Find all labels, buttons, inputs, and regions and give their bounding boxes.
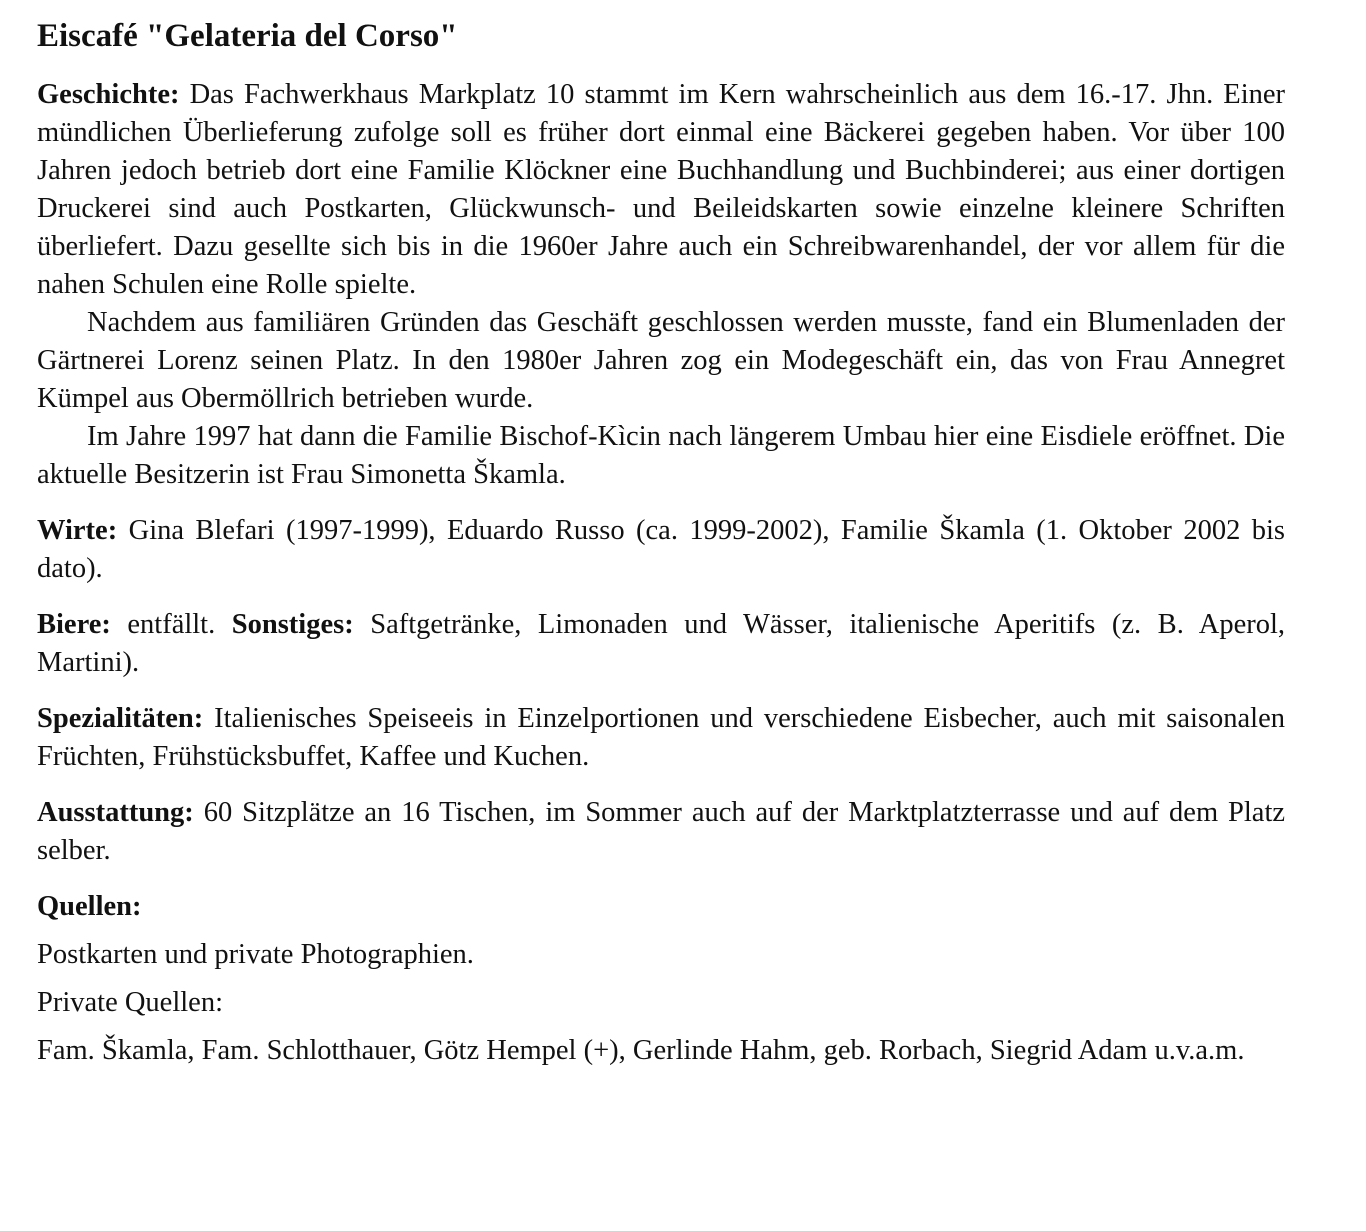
furnishing-text: 60 Sitzplätze an 16 Tischen, im Sommer auch auf der Marktplatzterrasse und auf dem Platz selber. <box>37 797 1286 866</box>
drinks-paragraph <box>37 606 1285 682</box>
furnishing-label: Ausstattung: <box>37 797 194 828</box>
furnishing-paragraph <box>37 794 1285 870</box>
misc-label: Sonstiges: <box>231 609 354 640</box>
history-text-1: Das Fachwerkhaus Markplatz 10 stammt im Kern wahrscheinlich aus dem 16.-17. Jhn. Einer mündlichen Überlieferung zufolge soll es früher dort einmal eine Bäckerei gegeben haben. Vor über 100 Jahren jedoch betrieb dort eine Familie Klöckner eine Buchhandlung und Buchbinderei; aus einer dortigen Druckerei sind auch Postkarten, Glückwunsch- und Beileidskarten sowie einzelne kleinere Schriften überliefert. Dazu gesellte sich bis in die 1960er Jahre auch ein Schreibwarenhandel, der vor allem für die nahen Schulen eine Rolle spielte. <box>37 79 1286 300</box>
history-paragraph-3: Im Jahre 1997 hat dann die Familie Bischof-Kìcin nach längerem Umbau hier eine Eisdiele eröffnet. Die aktuelle Besitzerin ist Frau Simonetta Škamla. <box>37 421 1285 490</box>
document-page <box>37 14 1285 1070</box>
misc-text: Saftgetränke, Limonaden und Wässer, italienische Aperitifs (z. B. Aperol, Martini). <box>37 609 1286 678</box>
specialties-paragraph <box>37 700 1285 776</box>
beers-label: Biere: <box>37 609 111 640</box>
history-paragraph-1 <box>37 76 1285 304</box>
hosts-paragraph <box>37 512 1285 588</box>
hosts-label: Wirte: <box>37 515 118 546</box>
sources-heading: Quellen: <box>37 891 142 922</box>
specialties-label: Spezialitäten: <box>37 703 204 734</box>
specialties-text: Italienisches Speiseeis in Einzelportionen und verschiedene Eisbecher, auch mit saisonalen Früchten, Frühstücksbuffet, Kaffee und Kuchen. <box>37 703 1285 772</box>
hosts-text: Gina Blefari (1997-1999), Eduardo Russo (ca. 1999-2002), Familie Škamla (1. Oktober 2002 bis dato). <box>37 515 1286 584</box>
sources-line-2: Private Quellen: <box>37 987 223 1018</box>
beers-text: entfällt. <box>127 609 216 640</box>
history-label: Geschichte: <box>37 79 180 110</box>
page-title: Eiscafé "Gelateria del Corso" <box>37 18 458 54</box>
sources-line-3: Fam. Škamla, Fam. Schlotthauer, Götz Hempel (+), Gerlinde Hahm, geb. Rorbach, Siegrid Adam u.v.a.m. <box>37 1035 1245 1066</box>
history-paragraph-2: Nachdem aus familiären Gründen das Geschäft geschlossen werden musste, fand ein Blumenladen der Gärtnerei Lorenz seinen Platz. In den 1980er Jahren zog ein Modegeschäft ein, das von Frau Annegret Kümpel aus Obermöllrich betrieben wurde. <box>37 307 1285 414</box>
sources-line-1: Postkarten und private Photographien. <box>37 939 474 970</box>
